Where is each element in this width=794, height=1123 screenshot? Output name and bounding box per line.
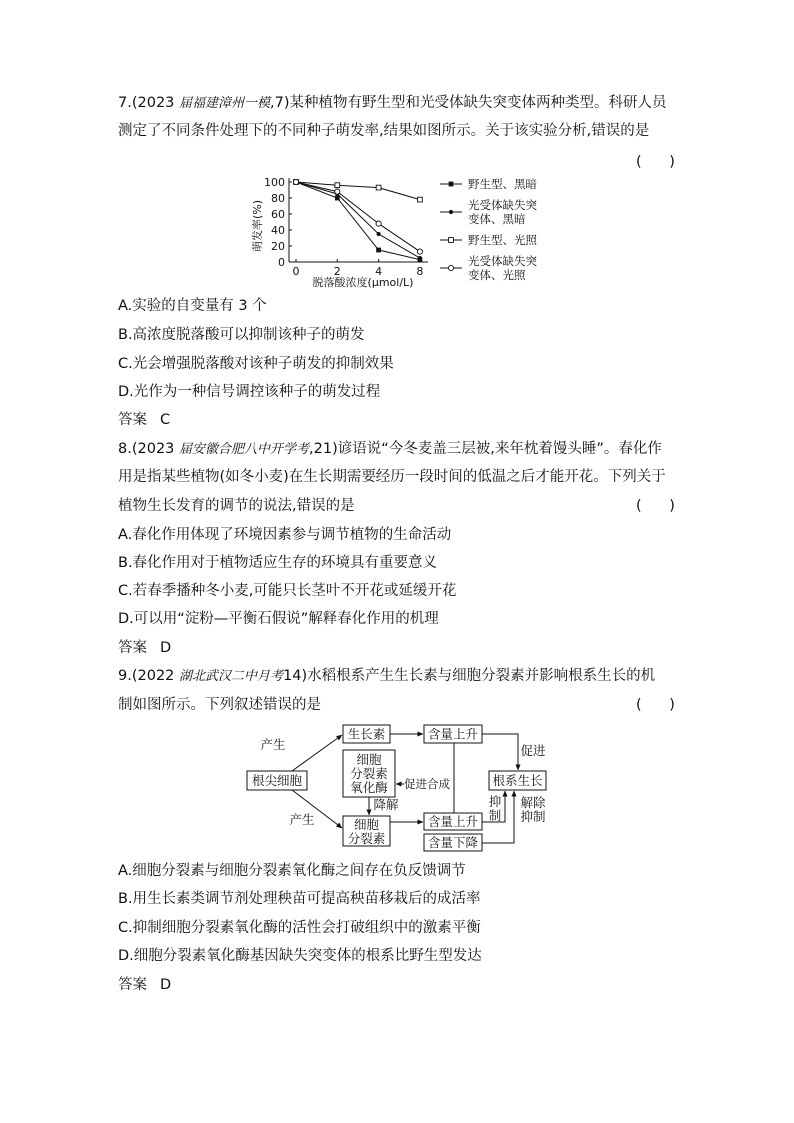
produce-bottom-label: 产生 [289,812,315,827]
q9-option-c: C.抑制细胞分裂素氧化酶的活性会打破组织中的激素平衡 [118,920,481,936]
legend-label-1: 光受体缺失突 [468,198,537,212]
q9-source: 湖北武汉二中月考 [179,669,284,684]
produce-top-label: 产生 [260,737,286,752]
q7-answer-value: C [160,412,171,428]
q8-stem-text: ,21)谚语说“今冬麦盖三层被,来年枕着馒头睡”。春化作 [309,441,662,457]
legend-label-3: 变体、光照 [468,268,526,282]
series-3-point-1 [335,189,340,194]
chart-series [293,179,422,262]
q7-answer-label: 答案 [118,412,147,428]
q7-number: 7.(2023 [118,95,180,111]
inhibit-label-2: 制 [488,808,502,823]
y-tick-label: 60 [271,208,285,221]
germination-chart [240,170,570,290]
q8-option-b: B.春化作用对于植物适应生存的环境具有重要意义 [118,555,438,571]
q7-answer [118,411,170,429]
q7-option-a: A.实验的自变量有 3 个 [118,298,267,314]
cytokinin-oxidase-label-1: 细胞 [356,752,382,767]
series-2-point-1 [335,183,340,188]
q7-stem-text: ,7)某种植物有野生型和光受体缺失突变体两种类型。科研人员 [270,95,667,111]
degrade-label: 降解 [373,797,399,812]
root-tip-label: 根尖细胞 [251,773,303,788]
q9-answer [118,976,171,994]
series-3-point-3 [417,249,422,254]
q9-answer-bracket: ( ) [636,697,675,713]
hormone-mechanism-diagram [240,715,560,860]
series-0-point-2 [376,248,381,253]
series-1-point-3 [418,256,422,260]
q9-answer-label: 答案 [118,977,147,993]
q8-answer-label: 答案 [118,640,147,656]
promote-arrow [482,734,518,770]
q9-stem-text: 14)水稻根系产生生长素与细胞分裂素并影响根系生长的机 [283,668,656,684]
legend-label-0: 野生型、黑暗 [468,177,537,191]
q9-option-b: B.用生长素类调节剂处理秧苗可提高秧苗移栽后的成活率 [118,891,481,907]
chart-axes [264,176,428,278]
q8-answer [118,639,171,657]
legend-label-1: 变体、黑暗 [468,212,526,226]
q9-number: 9.(2022 [118,668,180,684]
legend-marker-2 [449,238,454,243]
q9-option-d: D.细胞分裂素氧化酶基因缺失突变体的根系比野生型发达 [118,948,482,964]
y-tick-label: 100 [264,176,285,189]
q8-answer-value: D [160,640,172,656]
release-inhibit-label-2: 抑制 [520,809,546,824]
q9-option-a: A.细胞分裂素与细胞分裂素氧化酶之间存在负反馈调节 [118,863,466,879]
series-0-point-1 [335,196,340,201]
auxin-label: 生长素 [347,726,386,742]
legend-marker-1 [449,210,453,214]
chart-legend [440,177,537,282]
legend-marker-0 [449,182,454,187]
q7-option-d: D.光作为一种信号调控该种子的萌发过程 [118,384,381,400]
q9-answer-value: D [160,977,172,993]
x-tick-label: 2 [333,265,341,278]
cytokinin-oxidase-label-2: 分裂素 [350,766,388,781]
y-tick-label: 80 [271,192,285,205]
cytokinin-label-2: 分裂素 [347,831,386,846]
series-1-line [296,182,420,258]
release-inhibit-label-1: 解除 [520,795,546,810]
x-tick-label: 8 [416,265,424,278]
cytokinin-label-1: 细胞 [353,817,380,832]
cytokinin-oxidase-label-3: 氧化酶 [350,780,388,795]
cytokinin-level-up-label: 含量上升 [427,814,479,829]
series-2-point-2 [376,185,381,190]
cytokinin-level-down-label: 含量下降 [427,835,479,850]
q8-option-c: C.若春季播种冬小麦,可能只长茎叶不开花或延缓开花 [118,583,457,599]
legend-label-2: 野生型、光照 [468,233,537,247]
legend-label-3: 光受体缺失突 [468,254,537,268]
series-3-point-2 [376,221,381,226]
promote-synthesis-label: 促进合成 [404,777,450,791]
q8-option-d: D.可以用“淀粉—平衡石假说”解释春化作用的机理 [118,611,439,627]
q8-stem-line-3: 植物生长发育的调节的说法,错误的是 [118,498,355,514]
chart-y-axis-label: 萌发率(%) [251,199,264,253]
q7-answer-bracket: ( ) [636,154,675,170]
series-2-point-3 [418,197,423,202]
series-0-line [296,182,420,260]
q8-stem-line-2: 用是指某些植物(如冬小麦)在生长期需要经历一段时间的低温之后才能开花。下列关于 [118,469,666,485]
series-1-point-2 [377,232,381,236]
inhibit-label-1: 抑 [488,794,502,809]
y-tick-label: 20 [271,240,285,253]
root-growth-label: 根系生长 [492,773,543,788]
chart-x-axis-label: 脱落酸浓度(μmol/L) [312,276,414,289]
promote-label: 促进 [520,743,546,758]
q8-stem-line-1 [118,440,662,459]
series-2-line [296,182,420,200]
q7-source: 届福建漳州一模 [179,96,271,111]
x-tick-label: 0 [292,265,300,278]
q9-stem-line-2: 制如图所示。下列叙述错误的是 [118,697,321,713]
legend-marker-3 [448,265,453,270]
q8-answer-bracket: ( ) [636,498,675,514]
q7-stem-line-1 [118,94,667,113]
q8-number: 8.(2023 [118,441,180,457]
q9-stem-line-1 [118,667,655,686]
produce-auxin-arrow [292,735,342,771]
q7-option-c: C.光会增强脱落酸对该种子萌发的抑制效果 [118,356,394,372]
q8-option-a: A.春化作用体现了环境因素参与调节植物的生命活动 [118,527,452,543]
series-3-point-0 [293,179,298,184]
y-tick-label: 0 [278,256,285,269]
q7-option-b: B.高浓度脱落酸可以抑制该种子的萌发 [118,327,365,343]
y-tick-label: 40 [271,224,285,237]
q7-stem-line-2: 测定了不同条件处理下的不同种子萌发率,结果如图所示。关于该实验分析,错误的是 [118,123,650,139]
q8-source: 届安徽合肥八中开学考 [179,442,310,457]
auxin-level-up-label: 含量上升 [427,726,479,742]
series-3-line [296,182,420,252]
x-tick-label: 4 [375,265,383,278]
